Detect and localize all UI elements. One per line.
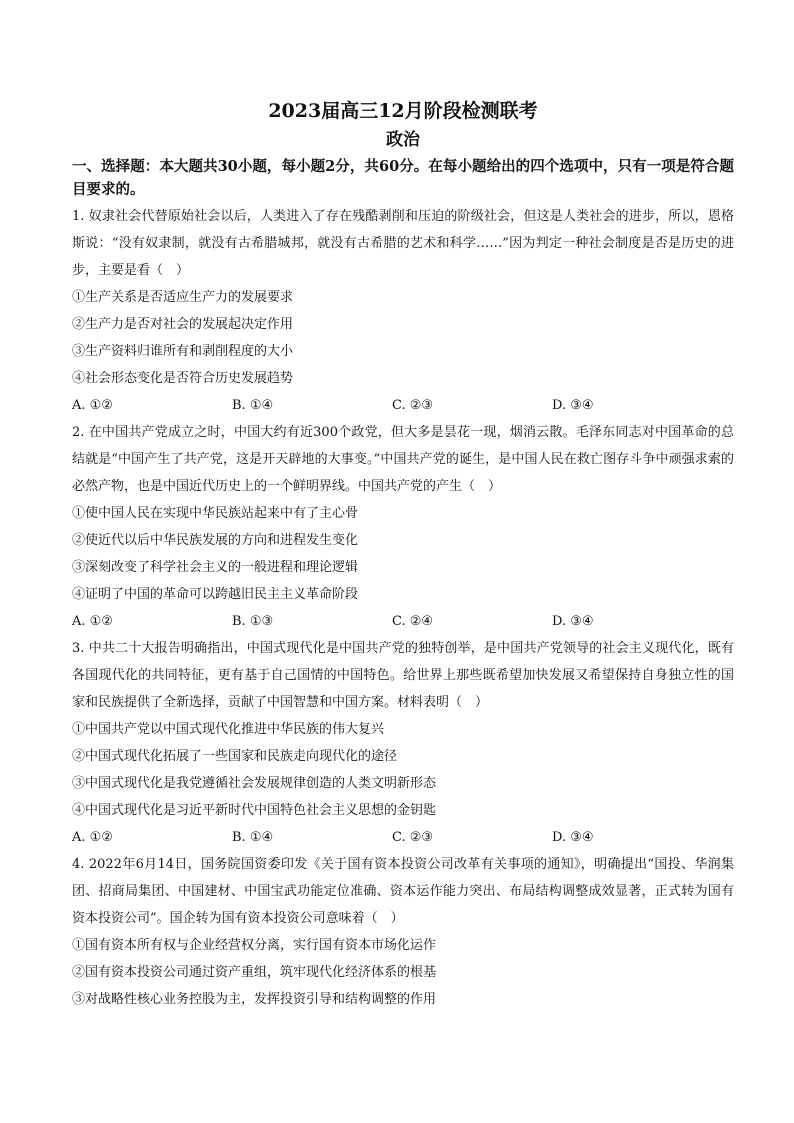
statement-1: ①国有资本所有权与企业经营权分离，实行国有资本市场化运作 bbox=[72, 938, 437, 953]
option-c: C. ②③ bbox=[392, 830, 434, 845]
option-c: C. ②③ bbox=[392, 398, 434, 413]
option-d: D. ③④ bbox=[552, 614, 594, 629]
statement-2: ②生产力是否对社会的发展起决定作用 bbox=[72, 317, 294, 332]
statement-4: ④证明了中国的革命可以跨越旧民主主义革命阶段 bbox=[72, 587, 359, 602]
statement-4: ④社会形态变化是否符合历史发展趋势 bbox=[72, 371, 294, 386]
option-b: B. ①④ bbox=[232, 830, 274, 845]
statement-1: ①中国共产党以中国式现代化推进中华民族的伟大复兴 bbox=[72, 722, 385, 737]
question-stem: 2. 在中国共产党成立之时，中国大约有近300个政党，但大多是昙花一现，烟消云散。毛泽东同志对中国革命的总结就是“中国产生了共产党，这是开天辟地的大事变。”中国共产党的诞生，是中国人民在救亡图存斗争中顽强求索的必然产物，也是中国近代历史上的一个鲜明界线。中国共产党的产生（ ） bbox=[72, 425, 734, 494]
answer-options bbox=[72, 392, 734, 419]
question-4 bbox=[72, 851, 734, 1013]
question-stem: 3. 中共二十大报告明确指出，中国式现代化是中国共产党的独特创举，是中国共产党领导的社会主义现代化，既有各国现代化的共同特征，更有基于自己国情的中国特色。给世界上那些既希望加快发展又希望保持自身独立性的国家和民族提供了全新选择，贡献了中国智慧和中国方案。材料表明（ ） bbox=[72, 641, 734, 710]
statement-2: ②中国式现代化拓展了一些国家和民族走向现代化的途径 bbox=[72, 749, 398, 764]
question-3 bbox=[72, 635, 734, 851]
option-b: B. ①④ bbox=[232, 398, 274, 413]
subject-title: 政治 bbox=[386, 130, 420, 150]
option-a: A. ①② bbox=[72, 614, 113, 629]
statement-3: ③对战略性核心业务控股为主，发挥投资引导和结构调整的作用 bbox=[72, 992, 437, 1007]
statement-3: ③深刻改变了科学社会主义的一般进程和理论逻辑 bbox=[72, 560, 359, 575]
option-d: D. ③④ bbox=[552, 398, 594, 413]
question-stem: 1. 奴隶社会代替原始社会以后，人类进入了存在残酷剥削和压迫的阶级社会，但这是人类社会的进步，所以，恩格斯说：“没有奴隶制，就没有古希腊城邦，就没有古希腊的艺术和科学……”因为判定一种社会制度是否是历史的进步，主要是看（ ） bbox=[72, 209, 734, 278]
question-2 bbox=[72, 419, 734, 635]
question-stem: 4. 2022年6月14日，国务院国资委印发《关于国有资本投资公司改革有关事项的通知》，明确提出“国投、华润集团、招商局集团、中国建材、中国宝武功能定位准确、资本运作能力突出、布局结构调整成效显著，正式转为国有资本投资公司”。国企转为国有资本投资公司意味着（ ） bbox=[72, 857, 734, 926]
section-heading: 一、选择题：本大题共30小题，每小题2分，共60分。在每小题给出的四个选项中，只有一项是符合题目要求的。 bbox=[72, 158, 734, 198]
statement-3: ③生产资料归谁所有和剥削程度的大小 bbox=[72, 344, 294, 359]
option-d: D. ③④ bbox=[552, 830, 594, 845]
question-1 bbox=[72, 203, 734, 419]
statement-3: ③中国式现代化是我党遵循社会发展规律创造的人类文明新形态 bbox=[72, 776, 437, 791]
statement-1: ①使中国人民在实现中华民族站起来中有了主心骨 bbox=[72, 506, 359, 521]
statement-1: ①生产关系是否适应生产力的发展要求 bbox=[72, 290, 294, 305]
option-c: C. ②④ bbox=[392, 614, 434, 629]
answer-options bbox=[72, 824, 734, 851]
answer-options bbox=[72, 608, 734, 635]
statement-4: ④中国式现代化是习近平新时代中国特色社会主义思想的金钥匙 bbox=[72, 803, 437, 818]
option-b: B. ①③ bbox=[232, 614, 274, 629]
statement-2: ②国有资本投资公司通过资产重组，筑牢现代化经济体系的根基 bbox=[72, 965, 437, 980]
statement-2: ②使近代以后中华民族发展的方向和进程发生变化 bbox=[72, 533, 359, 548]
option-a: A. ①② bbox=[72, 830, 113, 845]
option-a: A. ①② bbox=[72, 398, 113, 413]
exam-title: 2023届高三12月阶段检测联考 bbox=[268, 100, 538, 122]
